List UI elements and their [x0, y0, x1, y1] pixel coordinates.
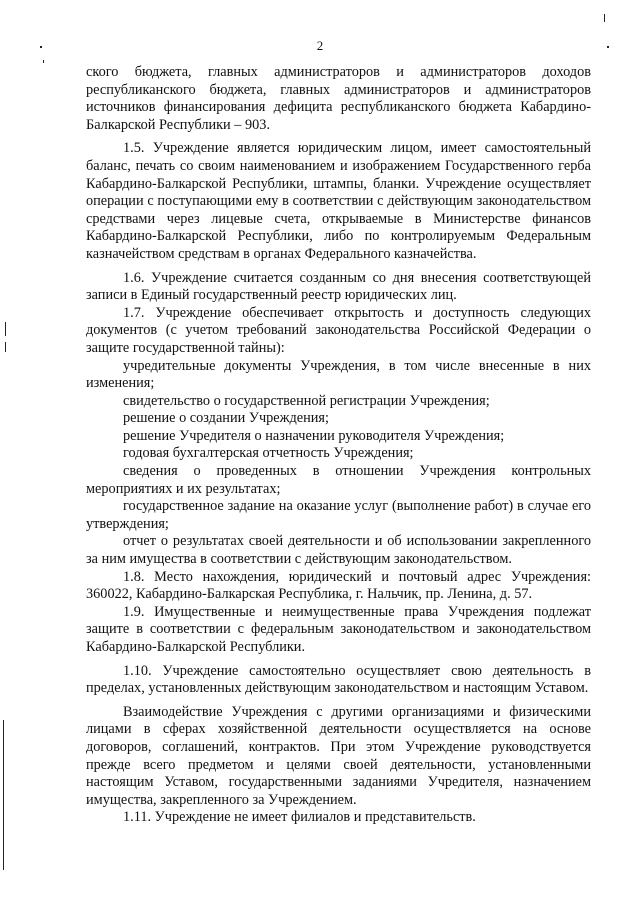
paragraph-1-8: 1.8. Место нахождения, юридический и почтовый адрес Учреждения: 360022, Кабардино-Балкарская Республика, г. Нальчик, пр. Ленина, д. 57. [86, 568, 591, 603]
scan-mark [607, 46, 609, 48]
scan-mark [3, 720, 4, 870]
list-item: решение Учредителя о назначении руководителя Учреждения; [123, 427, 505, 444]
scan-mark [5, 342, 6, 352]
document-body [86, 64, 591, 827]
paragraph-continuation: ского бюджета, главных администраторов и администраторов доходов республиканского бюджета, главных администраторов и администраторов источников финансирования дефицита республиканского бюджета Кабардино-Балкарской Республики – 903. [86, 64, 591, 133]
scan-mark [43, 60, 44, 63]
paragraph-1-9: 1.9. Имущественные и неимущественные права Учреждения подлежат защите в соответствии с федеральным законодательством и законодательством Кабардино-Балкарской Республики. [86, 603, 591, 655]
scan-mark [604, 14, 605, 22]
paragraph-1-5: 1.5. Учреждение является юридическим лицом, имеет самостоятельный баланс, печать со своим наименованием и изображением Государственного герба Кабардино-Балкарской Республики, штампы, бланки. Учреждение осуществляет операции с поступающими ему в соответствии с действующим законодательством средствами через лицевые счета, открываемые в Министерстве финансов Кабардино-Балкарской Республики, либо по контролируемым Федеральным казначейством средствам в органах Федерального казначейства. [86, 140, 591, 262]
list-item: решение о создании Учреждения; [123, 410, 329, 427]
paragraph-interaction: Взаимодействие Учреждения с другими организациями и физическими лицами в сферах хозяйственной деятельности осуществляется на основе договоров, соглашений, контрактов. При этом Учреждение руководствуется прежде всего предметом и целями своей деятельности, установленными настоящим Уставом, государственными заданиями Учредителя, назначением имущества, закрепленного за Учреждением. [86, 703, 591, 808]
list-item: отчет о результатах своей деятельности и об использовании закрепленного за ним имущества в соответствии с действующим законодательством. [86, 533, 591, 568]
paragraph-1-10: 1.10. Учреждение самостоятельно осуществляет свою деятельность в пределах, установленных действующим законодательством и настоящим Уставом. [86, 662, 591, 697]
list-item: учредительные документы Учреждения, в том числе внесенные в них изменения; [86, 357, 591, 392]
list-item: свидетельство о государственной регистрации Учреждения; [123, 392, 490, 409]
scan-mark [5, 322, 6, 336]
list-item: сведения о проведенных в отношении Учреждения контрольных мероприятиях и их результатах; [86, 463, 591, 497]
list-item: годовая бухгалтерская отчетность Учреждения; [123, 445, 414, 462]
page-number: 2 [316, 38, 324, 53]
paragraph-1-11: 1.11. Учреждение не имеет филиалов и представительств. [123, 809, 476, 826]
list-item: государственное задание на оказание услуг (выполнение работ) в случае его утверждения; [86, 498, 591, 532]
paragraph-1-6: 1.6. Учреждение считается созданным со дня внесения соответствующей записи в Единый государственный реестр юридических лиц. [86, 269, 591, 304]
paragraph-1-7: 1.7. Учреждение обеспечивает открытость и доступность следующих документов (с учетом требований законодательства Российской Федерации о защите государственной тайны): [86, 304, 591, 356]
scan-mark [40, 46, 42, 48]
